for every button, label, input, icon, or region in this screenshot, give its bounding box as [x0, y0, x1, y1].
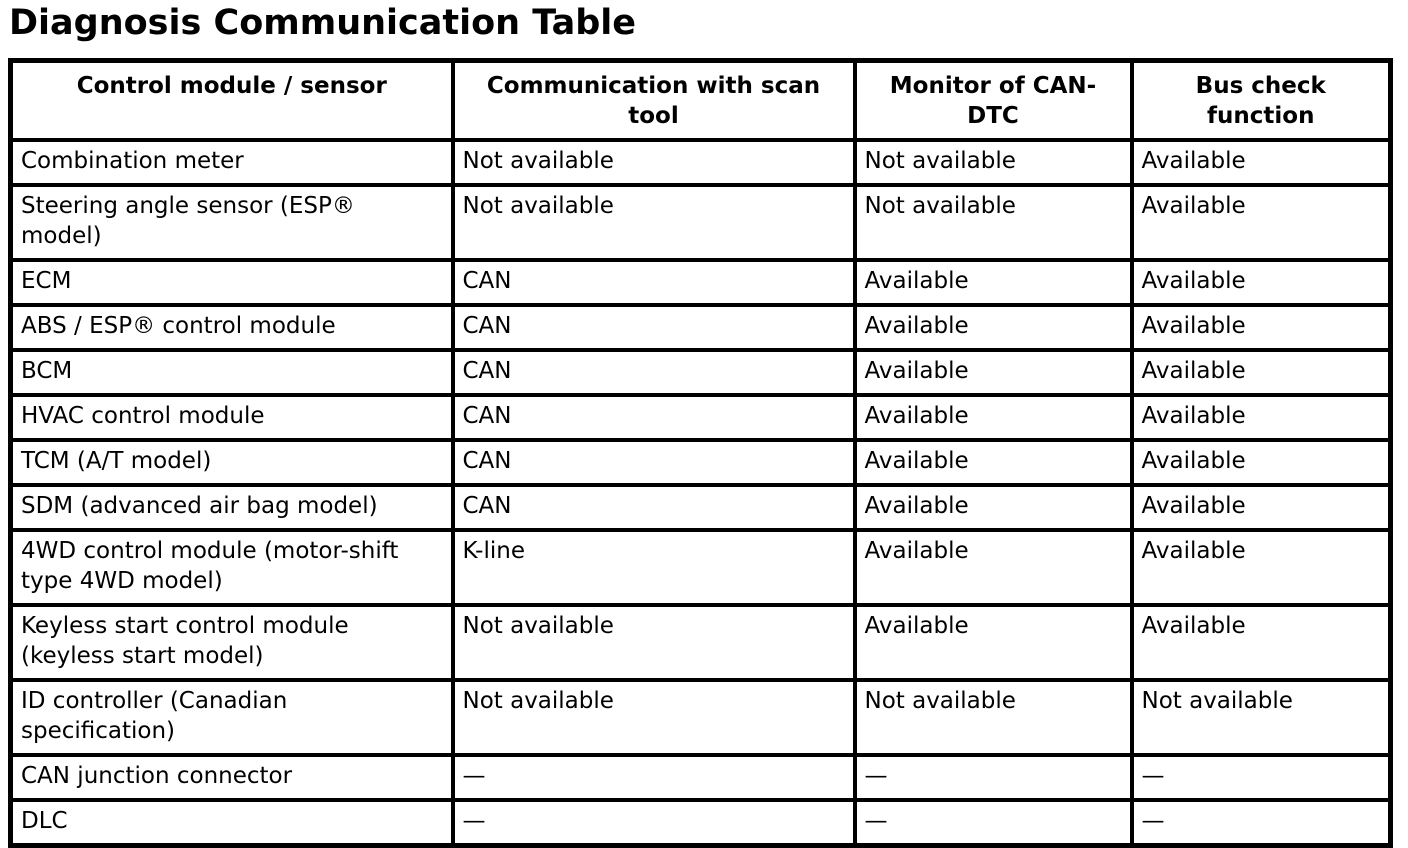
cell-scan-tool: CAN — [453, 395, 855, 440]
cell-bus-check: Available — [1132, 605, 1391, 680]
table-row — [11, 395, 1391, 440]
cell-scan-tool: Not available — [453, 185, 855, 260]
cell-scan-tool: — — [453, 755, 855, 800]
cell-module: ABS / ESP® control module — [11, 305, 453, 350]
table-row — [11, 755, 1391, 800]
cell-can-dtc: Available — [855, 305, 1132, 350]
table-row — [11, 680, 1391, 755]
cell-scan-tool: Not available — [453, 140, 855, 185]
table-row — [11, 140, 1391, 185]
cell-bus-check: — — [1132, 800, 1391, 846]
cell-bus-check: Available — [1132, 185, 1391, 260]
cell-module: Steering angle sensor (ESP® model) — [11, 185, 453, 260]
cell-scan-tool: CAN — [453, 260, 855, 305]
header-communication-with-scan-tool: Communication with scan tool — [453, 61, 855, 141]
cell-scan-tool: Not available — [453, 680, 855, 755]
table-row — [11, 530, 1391, 605]
header-monitor-can-dtc: Monitor of CAN-DTC — [855, 61, 1132, 141]
cell-module: DLC — [11, 800, 453, 846]
table-row — [11, 440, 1391, 485]
cell-module: ID controller (Canadian specification) — [11, 680, 453, 755]
table-row — [11, 185, 1391, 260]
cell-can-dtc: Available — [855, 350, 1132, 395]
page-title: Diagnosis Communication Table — [9, 3, 637, 43]
cell-bus-check: Available — [1132, 530, 1391, 605]
cell-can-dtc: Available — [855, 395, 1132, 440]
table-row — [11, 350, 1391, 395]
cell-scan-tool: CAN — [453, 440, 855, 485]
cell-scan-tool: K-line — [453, 530, 855, 605]
cell-bus-check: Not available — [1132, 680, 1391, 755]
table-row — [11, 260, 1391, 305]
cell-can-dtc: Not available — [855, 140, 1132, 185]
cell-can-dtc: Available — [855, 605, 1132, 680]
cell-can-dtc: Not available — [855, 185, 1132, 260]
cell-can-dtc: — — [855, 800, 1132, 846]
cell-bus-check: Available — [1132, 395, 1391, 440]
table-row — [11, 485, 1391, 530]
cell-module: Combination meter — [11, 140, 453, 185]
cell-can-dtc: Not available — [855, 680, 1132, 755]
cell-scan-tool: CAN — [453, 485, 855, 530]
table-header-row — [11, 61, 1391, 141]
cell-module: CAN junction connector — [11, 755, 453, 800]
cell-bus-check: Available — [1132, 305, 1391, 350]
header-bus-check-function: Bus check function — [1132, 61, 1391, 141]
cell-scan-tool: CAN — [453, 350, 855, 395]
table-row — [11, 800, 1391, 846]
cell-can-dtc: — — [855, 755, 1132, 800]
cell-bus-check: Available — [1132, 350, 1391, 395]
cell-module: TCM (A/T model) — [11, 440, 453, 485]
cell-scan-tool: — — [453, 800, 855, 846]
cell-bus-check: Available — [1132, 140, 1391, 185]
table-row — [11, 305, 1391, 350]
cell-scan-tool: Not available — [453, 605, 855, 680]
cell-module: Keyless start control module (keyless start model) — [11, 605, 453, 680]
cell-module: HVAC control module — [11, 395, 453, 440]
cell-module: 4WD control module (motor-shift type 4WD model) — [11, 530, 453, 605]
diagnosis-communication-table — [8, 58, 1393, 848]
header-control-module: Control module / sensor — [11, 61, 453, 141]
cell-module: BCM — [11, 350, 453, 395]
cell-can-dtc: Available — [855, 485, 1132, 530]
cell-bus-check: — — [1132, 755, 1391, 800]
cell-can-dtc: Available — [855, 530, 1132, 605]
cell-bus-check: Available — [1132, 440, 1391, 485]
cell-module: SDM (advanced air bag model) — [11, 485, 453, 530]
cell-can-dtc: Available — [855, 260, 1132, 305]
table-row — [11, 605, 1391, 680]
cell-bus-check: Available — [1132, 485, 1391, 530]
cell-scan-tool: CAN — [453, 305, 855, 350]
cell-module: ECM — [11, 260, 453, 305]
cell-bus-check: Available — [1132, 260, 1391, 305]
cell-can-dtc: Available — [855, 440, 1132, 485]
